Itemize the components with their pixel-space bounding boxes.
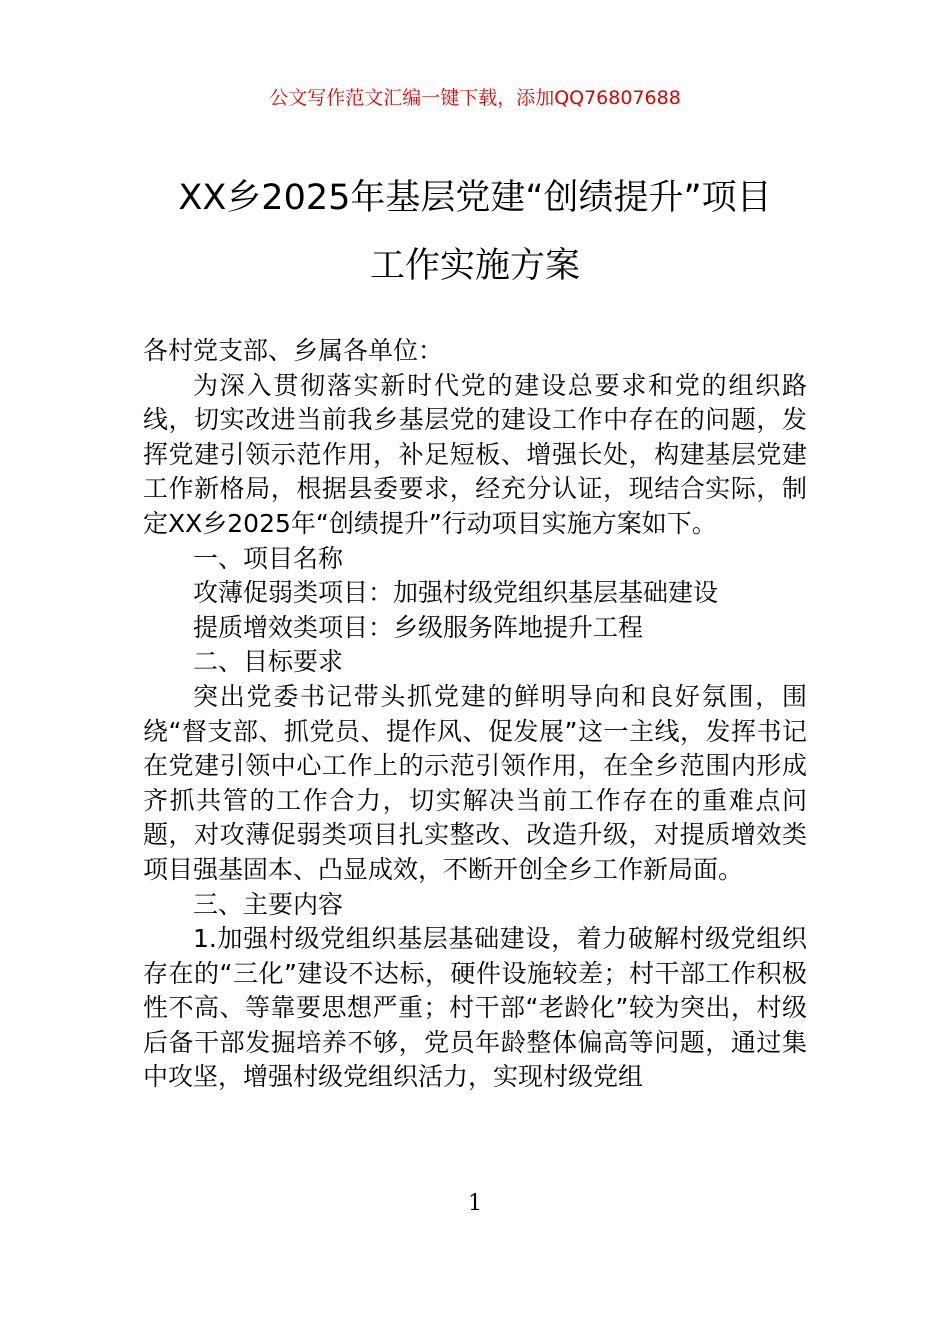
document-title-line-2: 工作实施方案: [369, 246, 580, 286]
document-body: [143, 334, 807, 1095]
project-item-weak-improvement: 攻薄促弱类项目：加强村级党组织基层基础建设: [193, 578, 719, 608]
document-title-line-1: XX乡2025年基层党建“创绩提升”项目: [178, 178, 772, 218]
section-heading-goals: 二、目标要求: [193, 647, 344, 677]
download-notice: 公文写作范文汇编一键下载，添加QQ76807688: [269, 87, 681, 109]
goals-paragraph: 突出党委书记带头抓党建的鲜明导向和良好氛围，围绕“督支部、抓党员、提作风、促发展”这一主线，发挥书记在党建引领中心工作上的示范引领作用，在全乡范围内形成齐抓共管的工作合力，切实解决当前工作存在的重难点问题，对攻薄促弱类项目扎实整改、改造升级，对提质增效类项目强基固本、凸显成效，不断开创全乡工作新局面。: [143, 681, 807, 884]
main-content-item-1: 1.加强村级党组织基层基础建设，着力破解村级党组织存在的“三化”建设不达标，硬件设施较差；村干部工作积极性不高、等靠要思想严重；村干部“老龄化”较为突出，村级后备干部发掘培养不够，党员年龄整体偏高等问题，通过集中攻坚，增强村级党组织活力，实现村级党组: [143, 924, 807, 1092]
intro-paragraph: 为深入贯彻落实新时代党的建设总要求和党的组织路线，切实改进当前我乡基层党的建设工作中存在的问题，发挥党建引领示范作用，补足短板、增强长处，构建基层党建工作新格局，根据县委要求，经充分认证，现结合实际，制定XX乡2025年“创绩提升”行动项目实施方案如下。: [143, 370, 807, 538]
salutation: 各村党支部、乡属各单位：: [143, 336, 444, 365]
section-heading-project-name: 一、项目名称: [193, 543, 344, 573]
project-item-quality-efficiency: 提质增效类项目：乡级服务阵地提升工程: [193, 612, 644, 642]
section-heading-main-content: 三、主要内容: [193, 889, 344, 919]
page-number: 1: [468, 1191, 482, 1216]
